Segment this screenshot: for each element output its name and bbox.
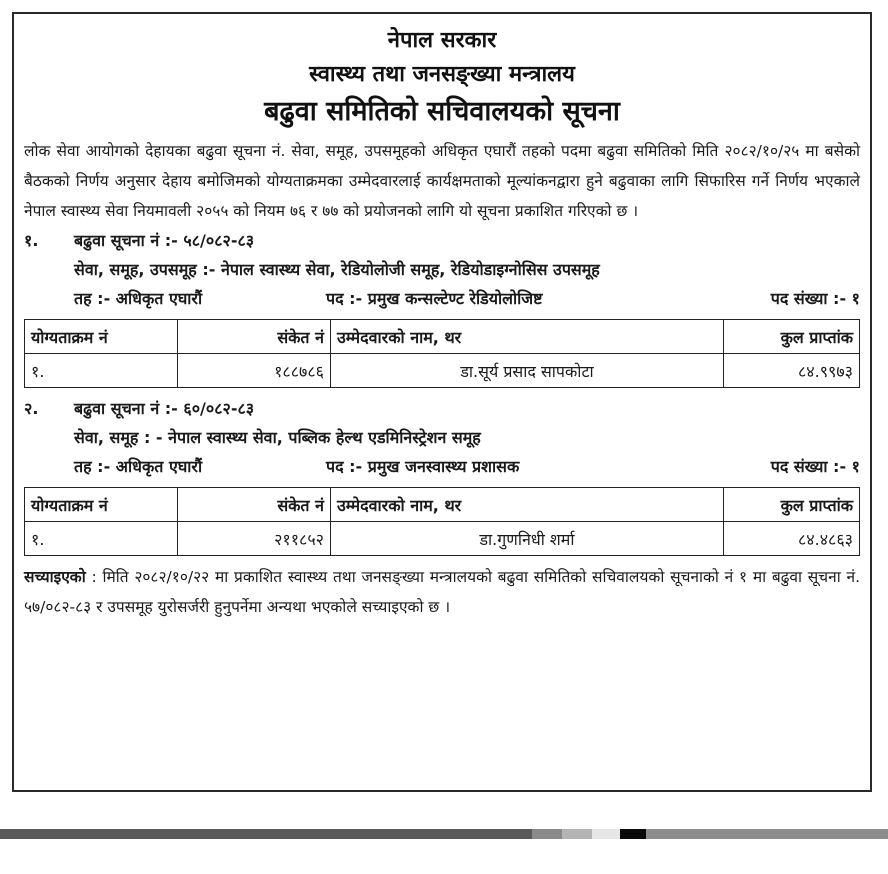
government-title: नेपाल सरकार [387,28,497,53]
section-2-post: पद :- प्रमुख जनस्वास्थ्य प्रशासक [326,457,520,476]
section-1-service: सेवा, समूह, उपसमूह :- नेपाल स्वास्थ्य सेवा, रेडियोलोजी समूह, रेडियोडाइग्नोसिस उपसमूह [74,260,600,279]
code-cell: १८८७८६ [178,354,331,388]
rank-cell: १. [25,522,178,556]
section-1-number: १. [24,231,39,250]
name-header: उम्मेदवारको नाम, थर [331,320,724,354]
divider-segment [562,829,592,839]
divider-segment [592,829,620,839]
intro-paragraph: लोक सेवा आयोगको देहायका बढुवा सूचना नं. सेवा, समूह, उपसमूहको अधिकृत एघारौं तहको पदमा बढुवा समितिको मिति २०८२/१०/२५ मा बसेको बैठकको निर्णय अनुसार देहाय बमोजिमको योग्यताक्रमका उम्मेदवारलाई कार्यक्षमताको मूल्यांकनद्वारा हुने बढुवाका लागि सिफारिस गर्ने निर्णय भएकाले नेपाल स्वास्थ्य सेवा नियमावली २०५५ को नियम ७६ र ७७ को प्रयोजनको लागि यो सूचना प्रकाशित गरिएको छ । [24,142,860,220]
total-cell: ८४.९९७३ [724,354,860,388]
table-header-row [25,320,860,354]
section-1-table [24,319,860,388]
code-header: संकेत नं [178,320,331,354]
rank-header: योग्यताक्रम नं [25,488,178,522]
section-2-table [24,487,860,556]
code-header: संकेत नं [178,488,331,522]
section-1-notice-label: बढुवा सूचना नं :- ५८/०८२-८३ [74,231,255,250]
bottom-divider-band [0,829,888,839]
section-2-level: तह :- अधिकृत एघारौं [74,457,203,476]
section-2 [24,394,860,481]
section-1 [24,226,860,313]
name-cell: डा.गुणनिधी शर्मा [331,522,724,556]
total-cell: ८४.४८६३ [724,522,860,556]
name-cell: डा.सूर्य प्रसाद सापकोटा [331,354,724,388]
divider-segment [532,829,562,839]
correction-note [24,562,860,622]
correction-text: : मिति २०८२/१०/२२ मा प्रकाशित स्वास्थ्य तथा जनसङ्ख्या मन्त्रालयको बढुवा समितिको सचिवालयको सूचनाको नं १ मा बढुवा सूचना नं. ५७/०८२-८३ र उपसमूह युरोसर्जरी हुनुपर्नेमा अन्यथा भएकोले सच्याइएको छ । [24,568,860,616]
total-header: कुल प्राप्तांक [724,488,860,522]
section-2-notice-label: बढुवा सूचना नं :- ६०/०८२-८३ [74,399,255,418]
divider-segment [620,829,646,839]
table-row [25,354,860,388]
divider-segment [646,829,888,839]
total-header: कुल प्राप्तांक [724,320,860,354]
name-header: उम्मेदवारको नाम, थर [331,488,724,522]
notice-document [12,12,872,792]
correction-label: सच्याइएको [24,568,86,586]
section-1-level: तह :- अधिकृत एघारौं [74,289,203,308]
section-2-post-count: पद संख्या :- १ [770,457,860,476]
section-2-number: २. [24,399,39,418]
section-1-post: पद :- प्रमुख कन्सल्टेण्ट रेडियोलोजिष्ट [326,289,543,308]
notice-title: बढुवा समितिको सचिवालयको सूचना [264,96,620,127]
table-row [25,522,860,556]
section-2-service: सेवा, समूह : - नेपाल स्वास्थ्य सेवा, पब्लिक हेल्थ एडमिनिस्ट्रेशन समूह [74,428,481,447]
rank-header: योग्यताक्रम नं [25,320,178,354]
code-cell: २११८५२ [178,522,331,556]
table-header-row [25,488,860,522]
section-1-post-count: पद संख्या :- १ [770,289,860,308]
rank-cell: १. [25,354,178,388]
ministry-title: स्वास्थ्य तथा जनसङ्ख्या मन्त्रालय [309,62,575,87]
